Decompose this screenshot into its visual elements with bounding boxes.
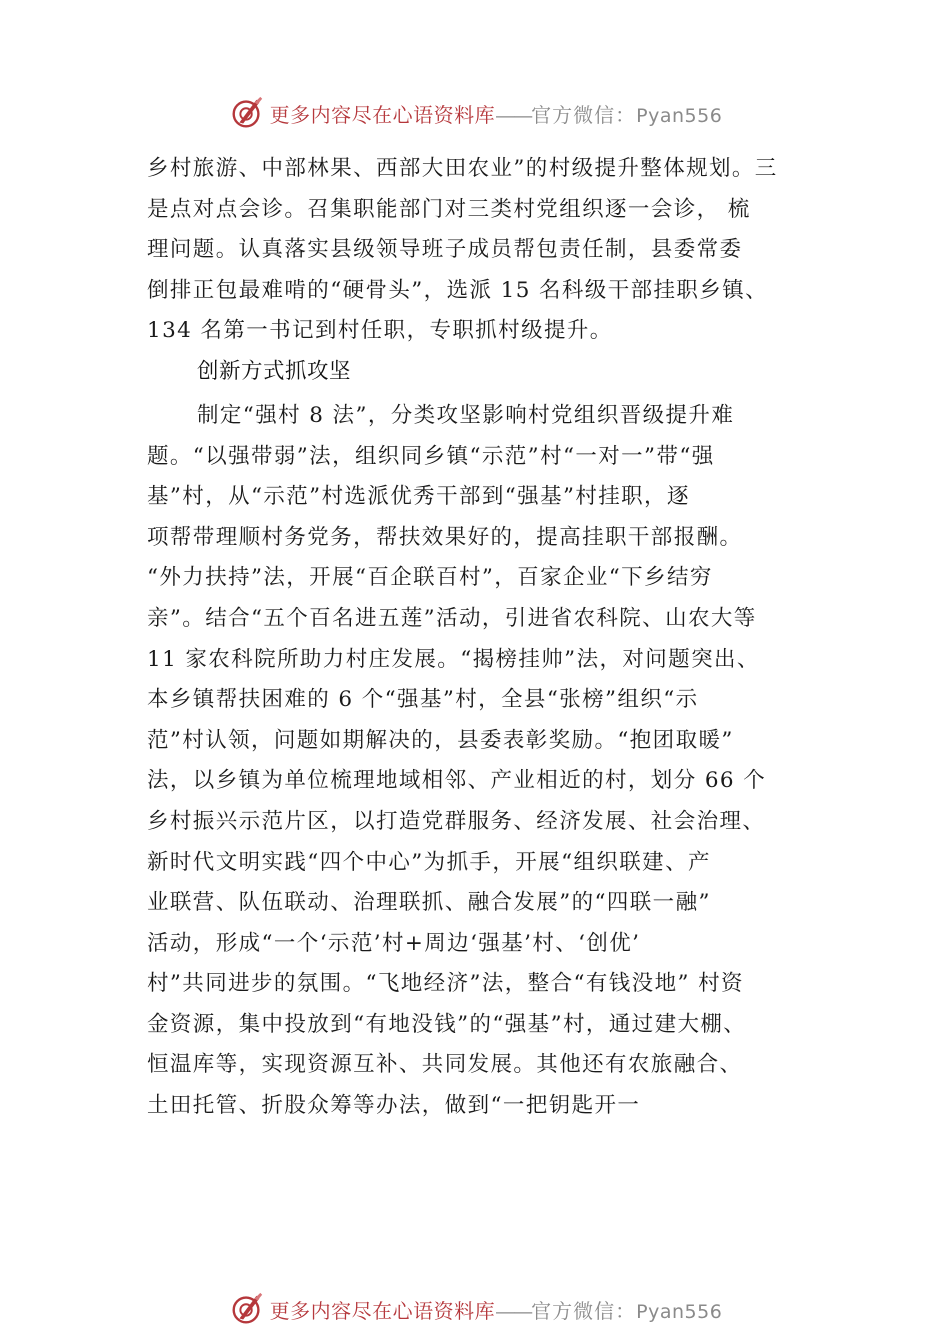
text-line: 倒排正包最难啃的“硬骨头”，选派 15 名科级干部挂职乡镇、 [147,277,769,303]
text-line: 法，以乡镇为单位梳理地域相邻、产业相近的村，划分 66 个 [147,768,767,794]
footer-banner [0,1284,950,1334]
text-line: 金资源，集中投放到“有地没钱”的“强基”村，通过建大棚、 [147,1011,747,1037]
paragraph-2 [147,396,819,1127]
text-line: 新时代文明实践“四个中心”为抓手，开展“组织联建、产 [147,849,711,875]
section-heading: 创新方式抓攻坚 [197,358,352,384]
banner-text: 更多内容尽在心语资料库 [269,1298,496,1323]
text-line: 基”村，从“示范”村选派优秀干部到“强基”村挂职，逐 [147,484,690,510]
text-line: 134 名第一书记到村任职，专职抓村级提升。 [147,318,613,344]
banner-dash: —— [495,1298,532,1323]
text-line: 理问题。认真落实县级领导班子成员帮包责任制，县委常委 [147,237,743,263]
header-banner [0,88,950,138]
text-line: 乡村振兴示范片区，以打造党群服务、经济发展、社会治理、 [147,808,766,834]
text-line: 本乡镇帮扶困难的 6 个“强基”村，全县“张榜”组织“示 [147,687,699,713]
wechat-label: 官方微信： [531,102,637,127]
wechat-id: Pyan556 [636,1300,723,1323]
text-line: 活动，形成“一个‘示范’村+周边‘强基’村、‘创优’ [147,930,641,956]
text-line: 范”村认领，问题如期解决的，县委表彰奖励。“抱团取暖” [147,727,734,753]
quill-logo-icon [228,94,266,132]
quill-logo-icon [228,1290,266,1328]
text-line: 题。“以强带弱”法，组织同乡镇“示范”村“一对一”带“强 [147,443,715,469]
text-line: 项帮带理顺村务党务，帮扶效果好的，提高挂职干部报酬。 [147,524,743,550]
text-line: 乡村旅游、中部林果、西部大田农业”的村级提升整体规划。三 [147,156,778,181]
banner-dash: —— [495,102,532,127]
text-line: 制定“强村 8 法”，分类攻坚影响村党组织晋级提升难 [197,402,735,428]
text-line: 是点对点会诊。召集职能部门对三类村党组织逐一会诊， 梳 [147,196,751,222]
banner-title [270,1295,723,1324]
paragraph-1 [147,149,819,352]
document-body [147,149,819,1127]
text-line: 村”共同进步的氛围。“飞地经济”法，整合“有钱没地” 村资 [147,971,744,997]
wechat-id: Pyan556 [636,104,723,127]
wechat-label: 官方微信： [531,1298,637,1323]
text-line: 业联营、队伍联动、治理联抓、融合发展”的“四联一融” [147,890,711,916]
text-line: 11 家农科院所助力村庄发展。“揭榜挂帅”法，对问题突出、 [147,646,760,672]
banner-title [270,99,723,128]
banner-text: 更多内容尽在心语资料库 [269,102,496,127]
text-line: 亲”。结合“五个百名进五莲”活动，引进省农科院、山农大等 [147,605,757,631]
text-line: 恒温库等，实现资源互补、共同发展。其他还有农旅融合、 [147,1052,743,1078]
text-line: 土田托管、折股众筹等办法，做到“一把钥匙开一 [147,1093,641,1119]
text-line: “外力扶持”法，开展“百企联百村”，百家企业“下乡结穷 [147,565,713,591]
